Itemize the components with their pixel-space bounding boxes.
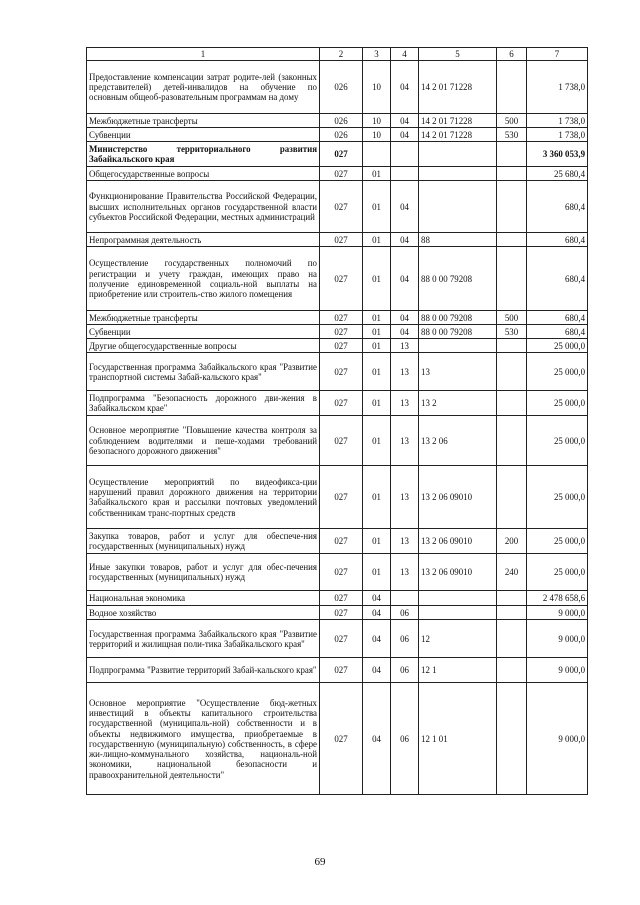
amount-cell: 680,4 [527, 181, 588, 233]
expense-type-cell [497, 591, 527, 606]
expense-type-cell [497, 620, 527, 658]
target-article-cell [419, 591, 497, 606]
subsection-code-cell: 04 [391, 247, 419, 311]
ministry-code-cell: 027 [320, 683, 363, 795]
table-row [87, 114, 588, 128]
table-row [87, 167, 588, 181]
table-row [87, 353, 588, 391]
ministry-code-cell: 027 [320, 247, 363, 311]
table-row [87, 61, 588, 114]
table-row [87, 181, 588, 233]
expense-type-cell: 500 [497, 114, 527, 128]
target-article-cell: 12 1 01 [419, 683, 497, 795]
subsection-code-cell [391, 167, 419, 181]
target-article-cell: 12 1 [419, 658, 497, 683]
table-row [87, 391, 588, 416]
target-article-cell: 13 2 [419, 391, 497, 416]
item-name-cell: Функционирование Правительства Российской Федерации, высших исполнительных органов государственной власти субъектов Российской Федерации, местных администраций [87, 181, 320, 233]
expense-type-cell [497, 658, 527, 683]
target-article-cell: 13 [419, 353, 497, 391]
section-code-cell: 01 [363, 233, 391, 247]
section-code-cell: 04 [363, 606, 391, 620]
ministry-code-cell: 027 [320, 416, 363, 466]
subsection-code-cell: 13 [391, 554, 419, 591]
section-code-cell: 01 [363, 247, 391, 311]
item-name-cell: Субвенции [87, 128, 320, 142]
subsection-code-cell [391, 591, 419, 606]
section-code-cell: 04 [363, 658, 391, 683]
page-number: 69 [314, 856, 326, 868]
amount-cell: 2 478 658,6 [527, 591, 588, 606]
target-article-cell [419, 167, 497, 181]
amount-cell: 680,4 [527, 233, 588, 247]
item-name-cell: Основное мероприятие "Повышение качества контроля за соблюдением водителями и пеше-ходами требований безопасного дорожного движения" [87, 416, 320, 466]
section-code-cell: 10 [363, 61, 391, 114]
amount-cell: 3 360 053,9 [527, 142, 588, 167]
expense-type-cell: 200 [497, 529, 527, 554]
section-code-cell: 01 [363, 466, 391, 529]
header-cell: 1 [87, 48, 320, 61]
table-row [87, 128, 588, 142]
header-cell: 2 [320, 48, 363, 61]
expense-type-cell [497, 167, 527, 181]
section-code-cell: 01 [363, 339, 391, 353]
ministry-code-cell: 027 [320, 554, 363, 591]
header-cell: 6 [497, 48, 527, 61]
table-row [87, 339, 588, 353]
expense-type-cell [497, 247, 527, 311]
ministry-code-cell: 027 [320, 181, 363, 233]
item-name-cell: Национальная экономика [87, 591, 320, 606]
target-article-cell: 88 0 00 79208 [419, 325, 497, 339]
ministry-code-cell: 026 [320, 128, 363, 142]
item-name-cell: Осуществление государственных полномочий по регистрации и учету граждан, имеющих право на получение единовременной социаль-ной выплаты на приобретение или строитель-ство жилого помещения [87, 247, 320, 311]
amount-cell: 9 000,0 [527, 606, 588, 620]
ministry-code-cell: 027 [320, 167, 363, 181]
subsection-code-cell: 06 [391, 683, 419, 795]
expense-type-cell [497, 233, 527, 247]
ministry-code-cell: 026 [320, 114, 363, 128]
item-name-cell: Подпрограмма "Безопасность дорожного дви-жения в Забайкальском крае" [87, 391, 320, 416]
subsection-code-cell [391, 142, 419, 167]
subsection-code-cell: 04 [391, 325, 419, 339]
subsection-code-cell: 04 [391, 114, 419, 128]
section-code-cell: 04 [363, 683, 391, 795]
ministry-code-cell: 027 [320, 658, 363, 683]
expense-type-cell [497, 683, 527, 795]
expense-type-cell [497, 416, 527, 466]
section-code-cell: 10 [363, 128, 391, 142]
subsection-code-cell: 13 [391, 391, 419, 416]
subsection-code-cell: 13 [391, 529, 419, 554]
ministry-code-cell: 027 [320, 339, 363, 353]
target-article-cell: 13 2 06 09010 [419, 529, 497, 554]
subsection-code-cell: 04 [391, 181, 419, 233]
table-row [87, 658, 588, 683]
amount-cell: 9 000,0 [527, 620, 588, 658]
expense-type-cell [497, 61, 527, 114]
subsection-code-cell: 06 [391, 606, 419, 620]
header-cell: 3 [363, 48, 391, 61]
expense-type-cell: 500 [497, 311, 527, 325]
expense-type-cell [497, 181, 527, 233]
expense-type-cell: 530 [497, 128, 527, 142]
target-article-cell: 88 [419, 233, 497, 247]
item-name-cell: Министерство территориального развития Забайкальского края [87, 142, 320, 167]
amount-cell: 25 000,0 [527, 339, 588, 353]
ministry-code-cell: 027 [320, 142, 363, 167]
ministry-code-cell: 027 [320, 620, 363, 658]
amount-cell: 1 738,0 [527, 61, 588, 114]
subsection-code-cell: 04 [391, 233, 419, 247]
item-name-cell: Непрограммная деятельность [87, 233, 320, 247]
table-row [87, 620, 588, 658]
item-name-cell: Закупка товаров, работ и услуг для обеспече-ния государственных (муниципальных) нужд [87, 529, 320, 554]
subsection-code-cell: 04 [391, 311, 419, 325]
amount-cell: 1 738,0 [527, 128, 588, 142]
subsection-code-cell: 13 [391, 353, 419, 391]
amount-cell: 680,4 [527, 325, 588, 339]
ministry-code-cell: 027 [320, 391, 363, 416]
target-article-cell: 13 2 06 09010 [419, 554, 497, 591]
target-article-cell [419, 606, 497, 620]
item-name-cell: Основное мероприятие "Осуществление бюд-жетных инвестиций в объекты капитального строительства государственной (муниципаль-ной) собственности и в объекты недвижимого имущества, приобретаемые в государственную (муниципальную) собственность, в сфере жи-лищно-коммунального хозяйства, националь-ной экономики, национальной безопасности и правоохранительной деятельности" [87, 683, 320, 795]
ministry-code-cell: 027 [320, 233, 363, 247]
table-header-row [87, 48, 588, 61]
section-code-cell: 01 [363, 325, 391, 339]
expense-type-cell: 530 [497, 325, 527, 339]
section-code-cell [363, 142, 391, 167]
target-article-cell: 88 0 00 79208 [419, 247, 497, 311]
subsection-code-cell: 04 [391, 61, 419, 114]
section-code-cell: 10 [363, 114, 391, 128]
table-row [87, 311, 588, 325]
target-article-cell: 14 2 01 71228 [419, 114, 497, 128]
header-cell: 7 [527, 48, 588, 61]
ministry-code-cell: 027 [320, 353, 363, 391]
target-article-cell: 14 2 01 71228 [419, 61, 497, 114]
expense-type-cell: 240 [497, 554, 527, 591]
amount-cell: 1 738,0 [527, 114, 588, 128]
section-code-cell: 01 [363, 353, 391, 391]
header-cell: 5 [419, 48, 497, 61]
ministry-code-cell: 026 [320, 61, 363, 114]
amount-cell: 25 000,0 [527, 466, 588, 529]
item-name-cell: Государственная программа Забайкальского края "Развитие транспортной системы Забай-кальского края" [87, 353, 320, 391]
ministry-code-cell: 027 [320, 529, 363, 554]
section-code-cell: 01 [363, 167, 391, 181]
amount-cell: 680,4 [527, 247, 588, 311]
table-row [87, 142, 588, 167]
subsection-code-cell: 06 [391, 620, 419, 658]
section-code-cell: 01 [363, 529, 391, 554]
subsection-code-cell: 04 [391, 128, 419, 142]
ministry-code-cell: 027 [320, 311, 363, 325]
expense-type-cell [497, 353, 527, 391]
item-name-cell: Предоставление компенсации затрат родите-лей (законных представителей) детей-инвалидов на обучение по основным общеоб-разовательным программам на дому [87, 61, 320, 114]
item-name-cell: Субвенции [87, 325, 320, 339]
item-name-cell: Осуществление мероприятий по видеофикса-ции нарушений правил дорожного движения на территории Забайкальского края и рассылки почтовых уведомлений собственникам транс-портных средств [87, 466, 320, 529]
amount-cell: 25 000,0 [527, 529, 588, 554]
expense-type-cell [497, 466, 527, 529]
table-row [87, 554, 588, 591]
budget-table [86, 47, 588, 795]
item-name-cell: Подпрограмма "Развитие территорий Забай-кальского края" [87, 658, 320, 683]
table-row [87, 529, 588, 554]
subsection-code-cell: 13 [391, 466, 419, 529]
section-code-cell: 04 [363, 620, 391, 658]
amount-cell: 25 680,4 [527, 167, 588, 181]
expense-type-cell [497, 339, 527, 353]
target-article-cell [419, 142, 497, 167]
table-row [87, 683, 588, 795]
item-name-cell: Общегосударственные вопросы [87, 167, 320, 181]
target-article-cell: 13 2 06 09010 [419, 466, 497, 529]
amount-cell: 25 000,0 [527, 391, 588, 416]
table-row [87, 416, 588, 466]
ministry-code-cell: 027 [320, 606, 363, 620]
target-article-cell: 14 2 01 71228 [419, 128, 497, 142]
table-row [87, 606, 588, 620]
expense-type-cell [497, 391, 527, 416]
section-code-cell: 01 [363, 416, 391, 466]
target-article-cell [419, 181, 497, 233]
amount-cell: 25 000,0 [527, 554, 588, 591]
target-article-cell [419, 339, 497, 353]
item-name-cell: Другие общегосударственные вопросы [87, 339, 320, 353]
expense-type-cell [497, 142, 527, 167]
item-name-cell: Межбюджетные трансферты [87, 114, 320, 128]
ministry-code-cell: 027 [320, 466, 363, 529]
section-code-cell: 04 [363, 591, 391, 606]
section-code-cell: 01 [363, 311, 391, 325]
amount-cell: 9 000,0 [527, 658, 588, 683]
item-name-cell: Водное хозяйство [87, 606, 320, 620]
section-code-cell: 01 [363, 391, 391, 416]
subsection-code-cell: 13 [391, 339, 419, 353]
table-row [87, 591, 588, 606]
table-row [87, 325, 588, 339]
amount-cell: 9 000,0 [527, 683, 588, 795]
subsection-code-cell: 13 [391, 416, 419, 466]
section-code-cell: 01 [363, 181, 391, 233]
amount-cell: 680,4 [527, 311, 588, 325]
table-row [87, 466, 588, 529]
item-name-cell: Иные закупки товаров, работ и услуг для обес-печения государственных (муниципальных) нужд [87, 554, 320, 591]
amount-cell: 25 000,0 [527, 416, 588, 466]
section-code-cell: 01 [363, 554, 391, 591]
ministry-code-cell: 027 [320, 325, 363, 339]
target-article-cell: 13 2 06 [419, 416, 497, 466]
target-article-cell: 12 [419, 620, 497, 658]
amount-cell: 25 000,0 [527, 353, 588, 391]
header-cell: 4 [391, 48, 419, 61]
ministry-code-cell: 027 [320, 591, 363, 606]
item-name-cell: Межбюджетные трансферты [87, 311, 320, 325]
item-name-cell: Государственная программа Забайкальского края "Развитие территорий и жилищная поли-тика Забайкальского края" [87, 620, 320, 658]
target-article-cell: 88 0 00 79208 [419, 311, 497, 325]
table-row [87, 233, 588, 247]
expense-type-cell [497, 606, 527, 620]
subsection-code-cell: 06 [391, 658, 419, 683]
table-row [87, 247, 588, 311]
